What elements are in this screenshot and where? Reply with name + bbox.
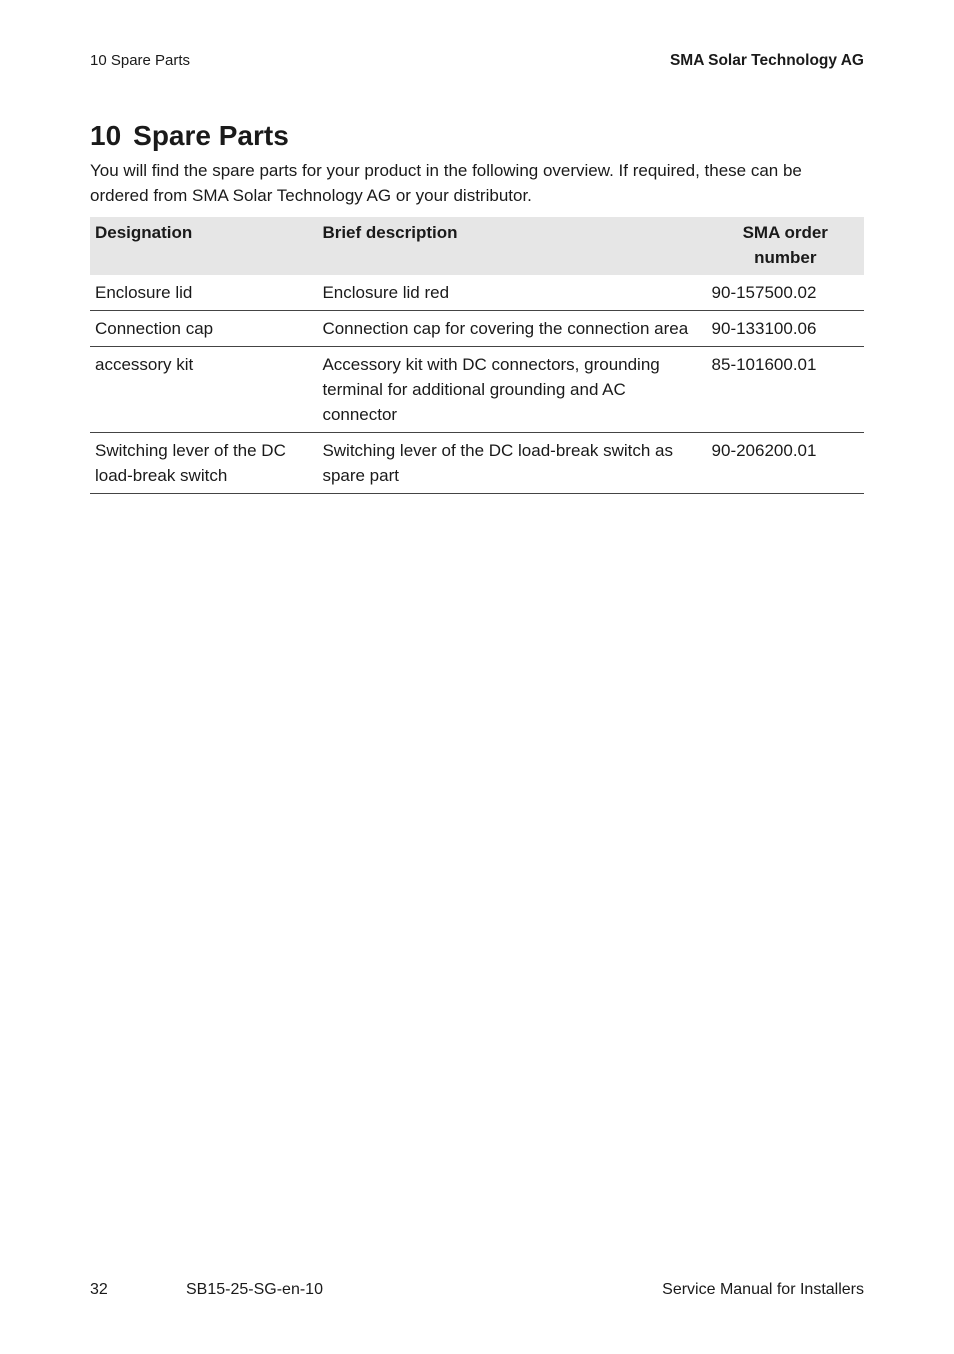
cell-designation: Enclosure lid — [90, 275, 317, 311]
cell-order-number: 90-206200.01 — [707, 433, 864, 494]
column-header-designation: Designation — [90, 217, 317, 275]
page-title — [90, 116, 289, 156]
column-header-order-number: SMA order number — [707, 217, 864, 275]
cell-designation: accessory kit — [90, 347, 317, 433]
document-code: SB15-25-SG-en-10 — [186, 1281, 323, 1298]
cell-order-number: 90-157500.02 — [707, 275, 864, 311]
cell-designation: Switching lever of the DC load-break switch — [90, 433, 317, 494]
table-row — [90, 275, 864, 311]
table-row — [90, 433, 864, 494]
table-row — [90, 311, 864, 347]
cell-description: Connection cap for covering the connection area — [317, 311, 706, 347]
cell-description: Accessory kit with DC connectors, grounding terminal for additional grounding and AC connector — [317, 347, 706, 433]
cell-designation: Connection cap — [90, 311, 317, 347]
running-header-section: 10 Spare Parts — [90, 52, 191, 69]
spare-parts-table — [90, 217, 864, 494]
section-title: Spare Parts — [133, 120, 289, 151]
table-header-row — [90, 217, 864, 275]
section-number: 10 — [90, 120, 122, 151]
cell-order-number: 90-133100.06 — [707, 311, 864, 347]
manual-title: Service Manual for Installers — [662, 1281, 864, 1298]
running-header-company: SMA Solar Technology AG — [669, 52, 864, 69]
column-header-description: Brief description — [317, 217, 706, 275]
table-row — [90, 347, 864, 433]
cell-description: Enclosure lid red — [317, 275, 706, 311]
page-number: 32 — [90, 1281, 108, 1298]
intro-paragraph: You will find the spare parts for your product in the following overview. If required, these can be ordered from SMA Solar Technology AG or your distributor. — [90, 161, 802, 205]
cell-order-number: 85-101600.01 — [707, 347, 864, 433]
cell-description: Switching lever of the DC load-break switch as spare part — [317, 433, 706, 494]
